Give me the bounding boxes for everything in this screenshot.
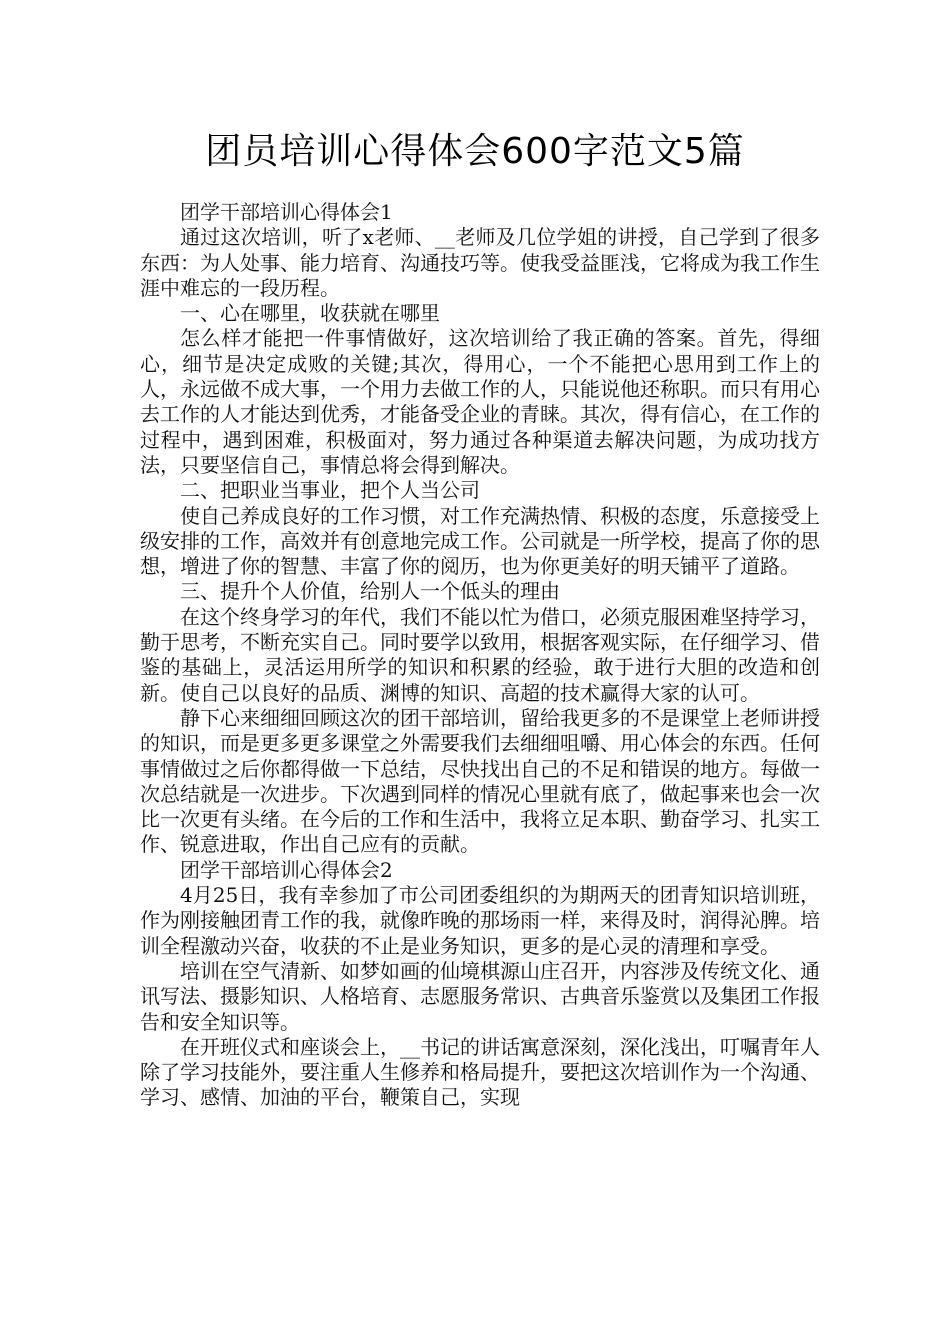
paragraph: 培训在空气清新、如梦如画的仙境棋源山庄召开，内容涉及传统文化、通讯写法、摄影知识、人格培育、志愿服务常识、古典音乐鉴赏以及集团工作报告和安全知识等。: [140, 958, 820, 1034]
document-title: 团员培训心得体会600字范文5篇: [205, 131, 745, 172]
paragraph-subheading: 二、把职业当事业，把个人当公司: [180, 478, 480, 503]
document-body: [140, 200, 820, 1111]
paragraph: 静下心来细细回顾这次的团干部培训，留给我更多的不是课堂上老师讲授的知识，而是更多更多课堂之外需要我们去细细咀嚼、用心体会的东西。任何事情做过之后你都得做一下总结，尽快找出自己的不足和错误的地方。每做一次总结就是一次进步。下次遇到同样的情况心里就有底了，做起事来也会一次比一次更有头绪。在今后的工作和生活中，我将立足本职、勤奋学习、扎实工作、锐意进取，作出自己应有的贡献。: [140, 705, 820, 857]
paragraph: 怎么样才能把一件事情做好，这次培训给了我正确的答案。首先，得细心，细节是决定成败的关键;其次，得用心，一个不能把心思用到工作上的人，永远做不成大事，一个用力去做工作的人，只能说他还称职。而只有用心去工作的人才能达到优秀，才能备受企业的青睐。其次，得有信心，在工作的过程中，遇到困难，积极面对，努力通过各种渠道去解决问题，为成功找方法，只要坚信自己，事情总将会得到解决。: [140, 326, 820, 477]
paragraph: 4月25日，我有幸参加了市公司团委组织的为期两天的团青知识培训班，作为刚接触团青工作的我，就像昨晚的那场雨一样，来得及时，润得沁脾。培训全程激动兴奋，收获的不止是业务知识，更多的是心灵的清理和享受。: [140, 883, 820, 958]
paragraph-subheading: 三、提升个人价值，给别人一个低头的理由: [180, 579, 560, 604]
paragraph: 使自己养成良好的工作习惯，对工作充满热情、积极的态度，乐意接受上级安排的工作，高效并有创意地完成工作。公司就是一所学校，提高了你的思想，增进了你的智慧、丰富了你的阅历，也为你更美好的明天铺平了道路。: [140, 503, 820, 579]
paragraph: 通过这次培训，听了x老师、__老师及几位学姐的讲授，自己学到了很多东西：为人处事、能力培育、沟通技巧等。使我受益匪浅，它将成为我工作生涯中难忘的一段历程。: [140, 225, 820, 300]
paragraph-subheading: 一、心在哪里，收获就在哪里: [180, 301, 440, 326]
paragraph: 在这个终身学习的年代，我们不能以忙为借口，必须克服困难坚持学习，勤于思考，不断充实自己。同时要学以致用，根据客观实际，在仔细学习、借鉴的基础上，灵活运用所学的知识和积累的经验，敢于进行大胆的改造和创新。使自己以良好的品质、渊博的知识、高超的技术赢得大家的认可。: [140, 604, 820, 705]
paragraph-heading-2: 团学干部培训心得体会2: [180, 857, 393, 882]
paragraph: 在开班仪式和座谈会上，__书记的讲话寓意深刻，深化浅出，叮嘱青年人除了学习技能外，要注重人生修养和格局提升，要把这次培训作为一个沟通、学习、感情、加油的平台，鞭策自己，实现: [140, 1034, 820, 1110]
paragraph-heading-1: 团学干部培训心得体会1: [180, 200, 393, 224]
